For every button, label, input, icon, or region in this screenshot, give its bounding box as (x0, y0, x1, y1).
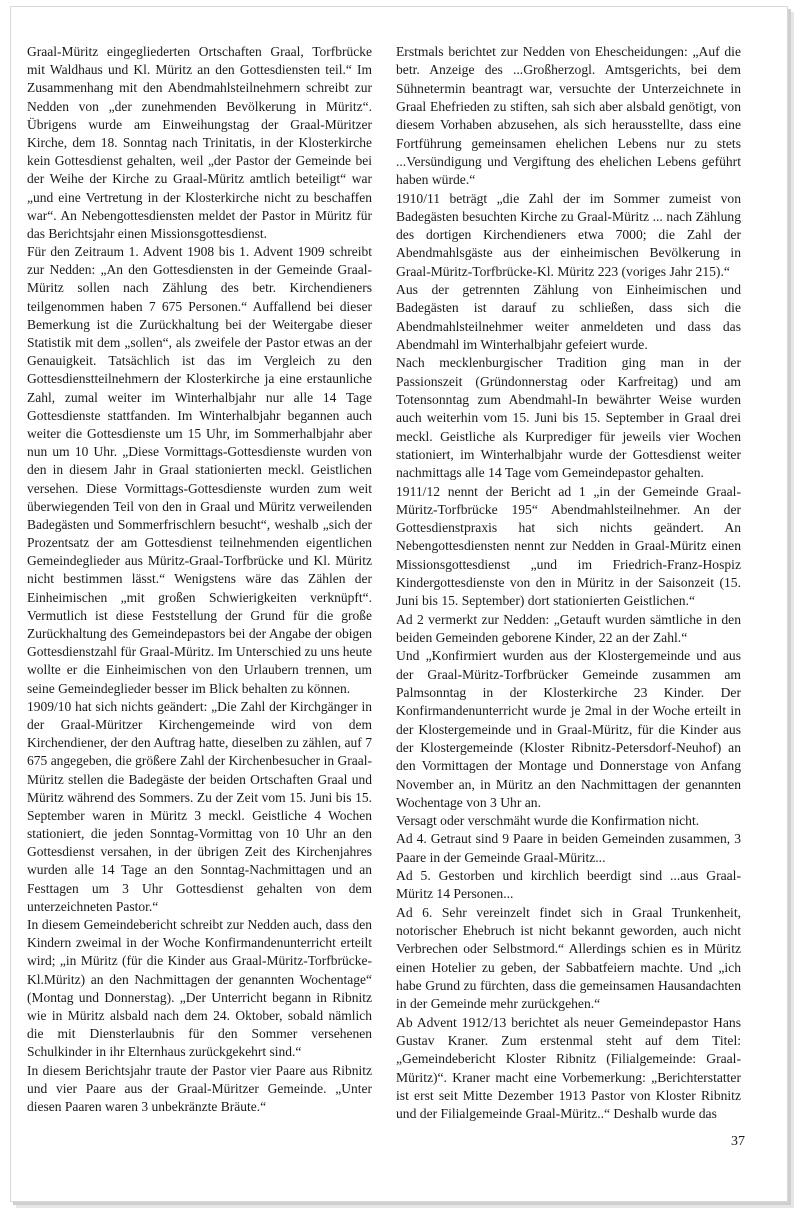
paragraph: Aus der getrennten Zählung von Einheimischen und Badegästen ist darauf zu schließen, dass sich die Abendmahlsteilnehmer weiter anmeldeten und dass das Abendmahl im Winterhalbjahr gefeiert wurde. (396, 282, 741, 352)
page-number: 37 (731, 1134, 745, 1149)
paragraph: 1909/10 hat sich nichts geändert: „Die Zahl der Kirchgänger in der Graal-Müritzer Kirchengemeinde wird von dem Kirchendiener, der den Auftrag hatte, dieselben zu zählen, auf 7 675 angegeben, die größere Zahl der Kirchenbesucher in Graal-Müritz stellen die Badegäste der beiden Ortschaften Graal und Müritz während des Sommers. Zu der Zeit vom 15. Juni bis 15. September waren in Müritz 3 meckl. Geistliche 4 Wochen stationiert, die jeden Sonntag-Vormittag von 10 Uhr an den Gottesdienst versahen, in der übrigen Zeit des Kirchenjahres wurden alle 14 Tage an den Sonntag-Nachmittagen und an Festtagen um 3 Uhr Gottesdienst gehalten von dem unterzeichneten Pastor.“ (27, 698, 372, 914)
paragraph: Ad 6. Sehr vereinzelt findet sich in Graal Trunkenheit, notorischer Ehebruch ist nicht bekannt geworden, auch nicht Verbrechen oder Selbstmord.“ Allerdings schien es in Müritz einen Hotelier zu geben, der Sabbatfeiern machte. Und „ich habe Grund zu fürchten, dass die gemeinsamen Hausandachten in der Gemeinde mehr zurückgehen.“ (396, 904, 741, 1012)
paragraph: Graal-Müritz eingegliederten Ortschaften Graal, Torfbrücke mit Waldhaus und Kl. Müritz an den Gottesdiensten teil.“ Im Zusammenhang mit den Abendmahlsteilnehmern schreibt zur Nedden von „der zunehmenden Bevölkerung in Müritz“. Übrigens wurde am Einweihungstag der Graal-Müritzer Kirche, dem 18. Sonntag nach Trinitatis, in der Klosterkirche kein Gottesdienst gehalten, weil „der Pastor der Gemeinde bei der Weihe der Kirche zu Graal-Müritz amtlich beteiligt“ war „und eine Vertretung in der Klosterkirche nicht zu beschaffen war“. An Nebengottesdiensten meldet der Pastor in Müritz für das Berichtsjahr einen Missionsgottesdienst. (27, 44, 372, 241)
paragraph: Ab Advent 1912/13 berichtet als neuer Gemeindepastor Hans Gustav Kraner. Zum erstenmal steht auf dem Titel: „Gemeindebericht Kloster Ribnitz (Filialgemeinde: Graal-Müritz)“. Kraner macht eine Vorbemerkung: „Berichterstatter ist erst seit Mitte Dezember 1913 Pastor von Kloster Ribnitz und der Filialgemeinde Graal-Müritz..“ Deshalb wurde das (396, 1014, 741, 1122)
paragraph: In diesem Gemeindebericht schreibt zur Nedden auch, dass den Kindern zweimal in der Woche Konfirmandenunterricht erteilt wird; „in Müritz (für die Kinder aus Graal-Müritz-Torfbrücke-Kl.Müritz) an den Nachmittagen der genannten Wochentage“ (Montag und Donnerstag). „Der Unterricht begann in Ribnitz wie in Müritz alsbald nach dem 24. Oktober, sobald nämlich die mit Diensterlaubnis für den Sommer versehenen Schulkinder in ihr Elternhaus zurückgekehrt sind.“ (27, 917, 372, 1060)
paragraph: 1911/12 nennt der Bericht ad 1 „in der Gemeinde Graal-Müritz-Torfbrücke 195“ Abendmahlsteilnehmer. An der Gottesdienstpraxis hat sich nichts geändert. An Nebengottesdiensten nennt zur Nedden in Graal-Müritz einen Missionsgottesdienst „und im Friedrich-Franz-Hospiz Kindergottesdienste von den in Müritz in der Saisonzeit (15. Juni bis 15. September) dort stationierten Geistlichen.“ (396, 483, 741, 609)
paragraph: Für den Zeitraum 1. Advent 1908 bis 1. Advent 1909 schreibt zur Nedden: „An den Gottesdiensten in der Gemeinde Graal-Müritz sollen nach Zählung des betr. Kirchendieners teilgenommen haben 7 675 Personen.“ Auffallend bei dieser Bemerkung ist die Zurückhaltung bei der Weitergabe dieser Statistik mit dem „sollen“, als zweifele der Pastor etwas an der Genauigkeit. Tatsächlich ist das im Vergleich zu den Gottesdienstteilnehmern der Klosterkirche ja eine erstaunliche Zahl, zumal weiter im Winterhalbjahr nur alle 14 Tage Gottesdienste stattfanden. Im Winterhalbjahr begannen auch weiter die Gottesdienste um 15 Uhr, im Sommerhalbjahr aber nun um 10 Uhr. „Diese Vormittags-Gottesdienste wurden von den in diesem Jahr in Graal stationierten meckl. Geistlichen versehen. Diese Vormittags-Gottesdienste wurden zum weit überwiegenden Teil von den in Graal und Müritz verweilenden Badegästen und Sommerfrischlern besucht“, weshalb „sich der Prozentsatz der am Gottesdienst teilnehmenden eigentlichen Gemeindeglieder aus Müritz-Graal-Torfbrücke und Kl. Müritz nicht bestimmen lässt.“ Wenigstens wäre das Zählen der Einheimischen „mit großen Schwierigkeiten verknüpft“. Vermutlich ist diese Feststellung der Grund für die große Zurückhaltung des Gemeindepastors bei der Angabe der obigen Gottesdienstzahl für Graal-Müritz. Im Unterschied zu uns heute wollte er die Einheimischen von den Urlaubern trennen, um seine Gemeindeglieder besser im Blick behalten zu können. (27, 244, 372, 696)
paragraph: Ad 4. Getraut sind 9 Paare in beiden Gemeinden zusammen, 3 Paare in der Gemeinde Graal-Müritz... (396, 831, 741, 865)
paragraph: Ad 2 vermerkt zur Nedden: „Getauft wurden sämtliche in den beiden Gemeinden geborene Kinder, 22 an der Zahl.“ (396, 611, 741, 645)
right-column (396, 43, 741, 1123)
paragraph: Ad 5. Gestorben und kirchlich beerdigt sind ...aus Graal-Müritz 14 Personen... (396, 868, 741, 902)
paragraph: Nach mecklenburgischer Tradition ging man in der Passionszeit (Gründonnerstag oder Karfreitag) und am Totensonntag zum Abendmahl-In bewährter Weise wurden auch weiterhin vom 15. Juni bis 15. September in Graal drei meckl. Geistliche als Kurprediger für jeweils vier Wochen stationiert, im Winterhalbjahr wurde der Gottesdienst weiter nachmittags alle 14 Tage vom Gemeindepastor gehalten. (396, 355, 741, 481)
paragraph: Versagt oder verschmäht wurde die Konfirmation nicht. (396, 813, 700, 829)
paragraph: 1910/11 beträgt „die Zahl der im Sommer zumeist von Badegästen besuchten Kirche zu Graal-Müritz ... nach Zählung des dortigen Kirchendieners etwa 7000; die Zahl der Abendmahlsgäste aus der einheimischen Bevölkerung in Graal-Müritz-Torfbrücke-Kl. Müritz 223 (voriges Jahr 215).“ (396, 190, 741, 279)
paragraph: Erstmals berichtet zur Nedden von Ehescheidungen: „Auf die betr. Anzeige des ...Großherzogl. Amtsgerichts, bei dem Sühnetermin beantragt war, versuchte der Unterzeichnete in Graal Ehefrieden zu stiften, sah sich aber alsbald genötigt, von diesem Vorhaben abzusehen, als sich herausstellte, dass eine Fortführung gemeinsamen ehelichen Lebens nur zu stets ...Versündigung und Vergiftung des ehelichen Lebens geführt haben würde.“ (396, 44, 741, 188)
book-page (10, 6, 788, 1202)
paragraph: Und „Konfirmiert wurden aus der Klostergemeinde und aus der Graal-Müritz-Torfbrücker Gemeinde zusammen am Palmsonntag in der Klosterkirche 23 Kinder. Der Konfirmandenunterricht wurde je 2mal in der Woche erteilt in der Klostergemeinde und in Graal-Müritz, für die Kinder aus der Klostergemeinde (Kloster Ribnitz-Petersdorf-Neuhof) an den Vormittagen der Montage und Donnerstage von Anfang November an, in Müritz an den Nachmittagen der genannten Wochentage von 3 Uhr an. (396, 648, 741, 810)
left-column (27, 43, 372, 1116)
paragraph: In diesem Berichtsjahr traute der Pastor vier Paare aus Ribnitz und vier Paare aus der Graal-Müritzer Gemeinde. „Unter diesen Paaren waren 3 unbekränzte Bräute.“ (27, 1062, 372, 1114)
